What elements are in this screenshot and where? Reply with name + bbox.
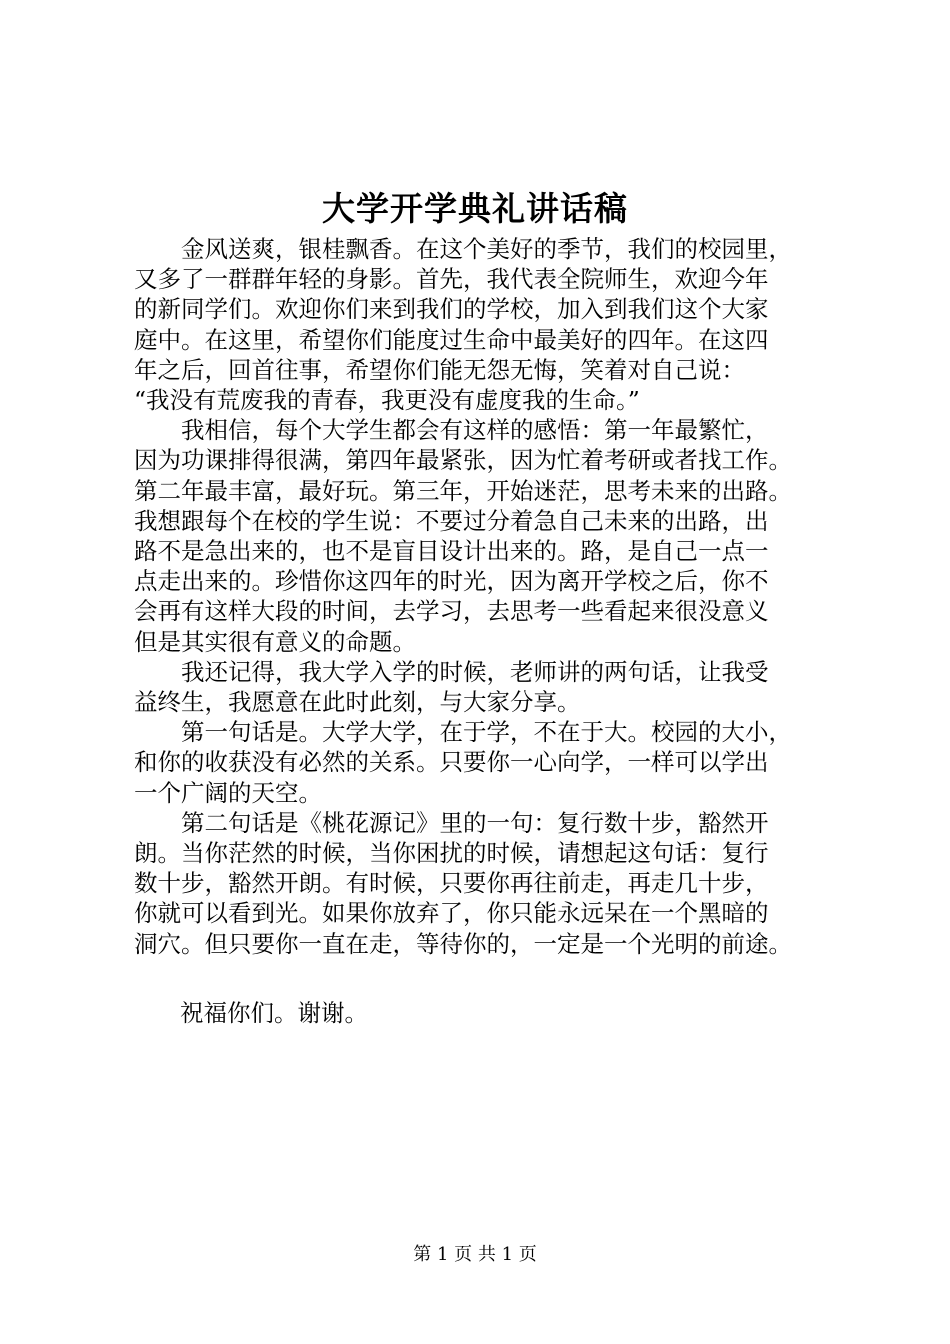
document-body — [134, 234, 836, 959]
paragraph-1: 金风送爽，银桂飘香。在这个美好的季节，我们的校园里， 又多了一群群年轻的身影。首先，我代表全院师生，欢迎今年 的新同学们。欢迎你们来到我们的学校，加入到我们这个大家 庭中。在这里，希望你们能度过生命中最美好的四年。在这四 年之后，回首往事，希望你们能无怨无悔，笑着对自己说： “我没有荒废我的青春，我更没有虚度我的生命。” — [134, 235, 792, 415]
paragraph-4: 第一句话是。大学大学，在于学，不在于大。校园的大小， 和你的收获没有必然的关系。只要你一心向学，一样可以学出 一个广阔的天空。 — [134, 718, 792, 807]
paragraph-2: 我相信，每个大学生都会有这样的感悟：第一年最繁忙， 因为功课排得很满，第四年最紧张，因为忙着考研或者找工作。 第二年最丰富，最好玩。第三年，开始迷茫，思考未来的出路。 我想跟每个在校的学生说：不要过分着急自己未来的出路，出 路不是急出来的，也不是盲目设计出来的。路，是自己一点一 点走出来的。珍惜你这四年的时光，因为离开学校之后，你不 会再有这样大段的时间，去学习，去思考一些看起来很没意义 但是其实很有意义的命题。 — [134, 416, 792, 656]
paragraph-5: 第二句话是《桃花源记》里的一句：复行数十步，豁然开 朗。当你茫然的时候，当你困扰的时候，请想起这句话：复行 数十步，豁然开朗。有时候，只要你再往前走，再走几十步， 你就可以看到光。如果你放弃了，你只能永远呆在一个黑暗的 洞穴。但只要你一直在走，等待你的，一定是一个光明的前途。 — [134, 808, 792, 958]
closing-line: 祝福你们。谢谢。 — [180, 999, 368, 1027]
page-footer: 第 1 页 共 1 页 — [413, 1244, 537, 1265]
page-title: 大学开学典礼讲话稿 — [322, 189, 628, 228]
paragraph-3: 我还记得，我大学入学的时候，老师讲的两句话，让我受 益终生，我愿意在此时此刻，与大家分享。 — [134, 657, 769, 717]
